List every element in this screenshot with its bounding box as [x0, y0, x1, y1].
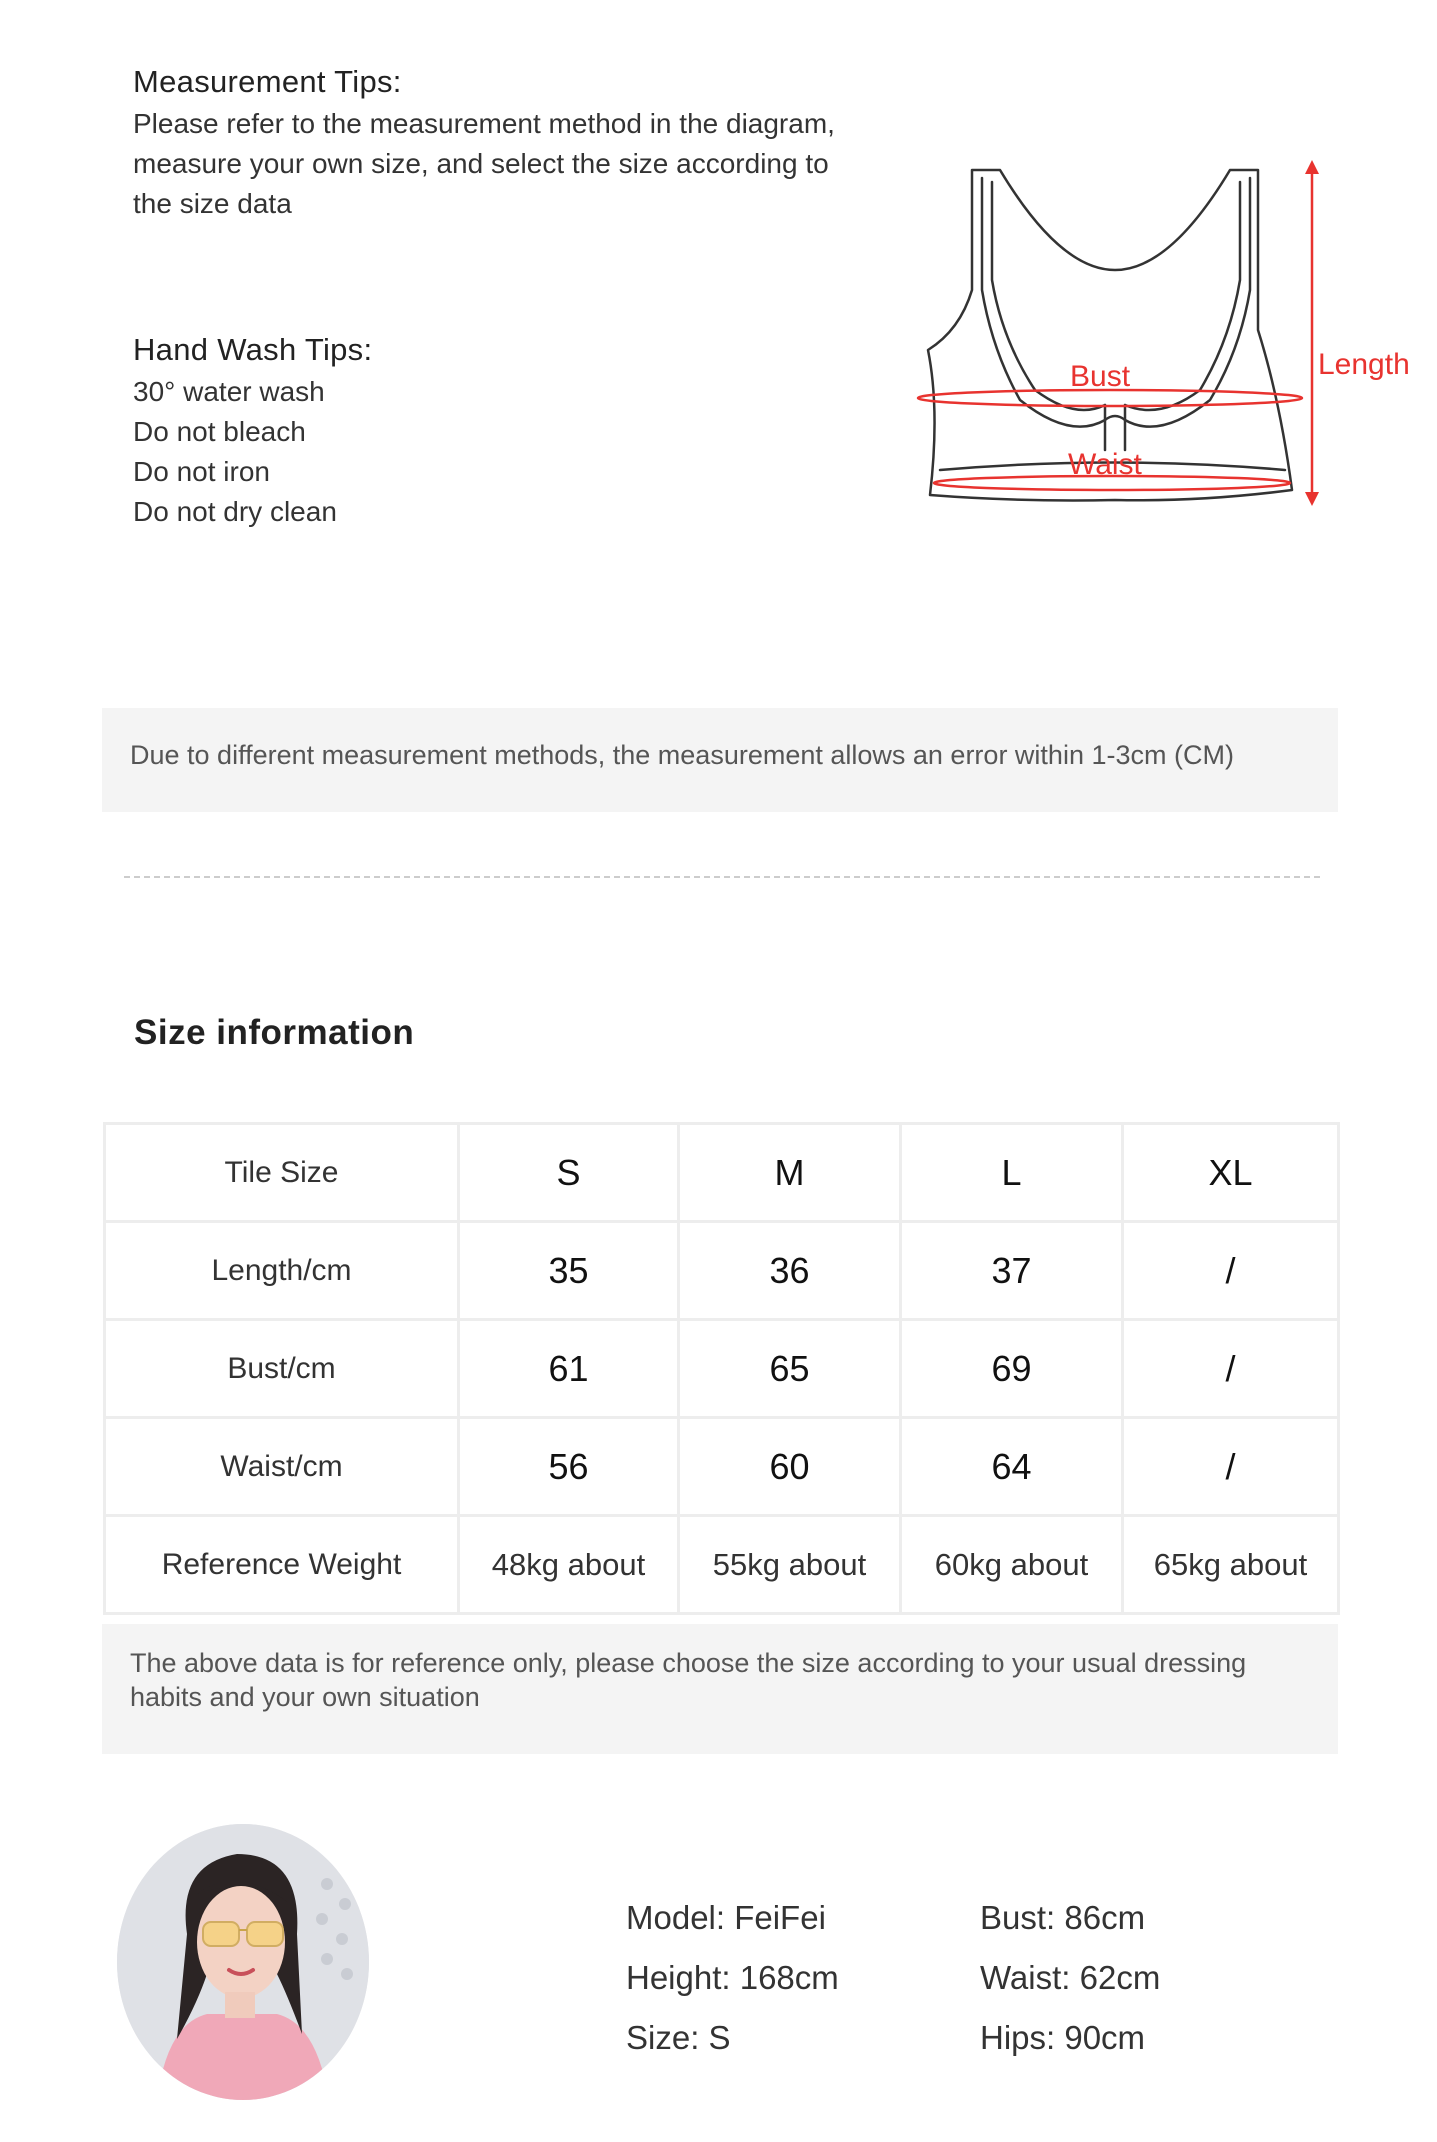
table-row-label: Length/cm — [105, 1222, 459, 1320]
reference-note-line: habits and your own situation — [130, 1682, 480, 1712]
table-row-label: Bust/cm — [105, 1320, 459, 1418]
measurement-tips — [133, 64, 893, 224]
error-note: Due to different measurement methods, the measurement allows an error within 1-3cm (CM) — [130, 740, 1234, 770]
table-cell: 65 — [679, 1320, 901, 1418]
table-cell: 64 — [901, 1418, 1123, 1516]
model-waist: Waist: 62cm — [980, 1959, 1161, 1996]
model-info-left — [626, 1888, 966, 2068]
length-label: Length — [1318, 348, 1410, 381]
table-cell: 48kg about — [459, 1516, 679, 1614]
model-name: Model: FeiFei — [626, 1899, 826, 1936]
size-table — [103, 1122, 1340, 1615]
table-header-cell: S — [459, 1124, 679, 1222]
reference-note-box — [102, 1624, 1338, 1754]
model-portrait-icon — [117, 1824, 369, 2100]
waist-label: Waist — [1068, 448, 1142, 481]
bra-measurement-diagram — [900, 150, 1420, 530]
table-header-cell: L — [901, 1124, 1123, 1222]
length-arrow-top-icon — [1305, 160, 1319, 174]
model-height: Height: 168cm — [626, 1959, 839, 1996]
hand-wash-tip: Do not bleach — [133, 416, 306, 447]
table-row — [105, 1418, 1339, 1516]
dashed-divider — [124, 876, 1320, 878]
hand-wash-tips — [133, 332, 733, 532]
table-cell: 35 — [459, 1222, 679, 1320]
table-row — [105, 1222, 1339, 1320]
hand-wash-tips-title: Hand Wash Tips: — [133, 332, 373, 367]
table-header-cell: Tile Size — [105, 1124, 459, 1222]
table-row-label: Reference Weight — [105, 1516, 459, 1614]
table-cell: 37 — [901, 1222, 1123, 1320]
length-arrow-bottom-icon — [1305, 492, 1319, 506]
measurement-tips-line: measure your own size, and select the size according to — [133, 148, 829, 179]
size-information-title: Size information — [134, 1013, 415, 1052]
table-cell: / — [1123, 1320, 1339, 1418]
table-cell: / — [1123, 1222, 1339, 1320]
table-cell: 69 — [901, 1320, 1123, 1418]
table-row — [105, 1516, 1339, 1614]
measurement-tips-line: the size data — [133, 188, 292, 219]
measurement-tips-title: Measurement Tips: — [133, 64, 402, 99]
model-info-right — [980, 1888, 1320, 2068]
hand-wash-tip: Do not iron — [133, 456, 270, 487]
model-hips: Hips: 90cm — [980, 2019, 1146, 2056]
table-header-cell: XL — [1123, 1124, 1339, 1222]
table-row — [105, 1320, 1339, 1418]
hand-wash-tip: Do not dry clean — [133, 496, 337, 527]
table-header-cell: M — [679, 1124, 901, 1222]
table-cell: 56 — [459, 1418, 679, 1516]
error-note-box — [102, 708, 1338, 812]
table-cell: 55kg about — [679, 1516, 901, 1614]
reference-note-line: The above data is for reference only, please choose the size according to your usual dressing — [130, 1648, 1247, 1678]
table-cell: 65kg about — [1123, 1516, 1339, 1614]
model-size: Size: S — [626, 2019, 731, 2056]
hand-wash-tip: 30° water wash — [133, 376, 325, 407]
table-cell: 60kg about — [901, 1516, 1123, 1614]
model-avatar — [117, 1824, 369, 2100]
table-cell: 60 — [679, 1418, 901, 1516]
table-row-label: Waist/cm — [105, 1418, 459, 1516]
table-cell: / — [1123, 1418, 1339, 1516]
table-cell: 61 — [459, 1320, 679, 1418]
size-table-header-row — [105, 1124, 1339, 1222]
model-bust: Bust: 86cm — [980, 1899, 1146, 1936]
bust-label: Bust — [1070, 360, 1131, 393]
measurement-tips-line: Please refer to the measurement method in the diagram, — [133, 108, 835, 139]
table-cell: 36 — [679, 1222, 901, 1320]
